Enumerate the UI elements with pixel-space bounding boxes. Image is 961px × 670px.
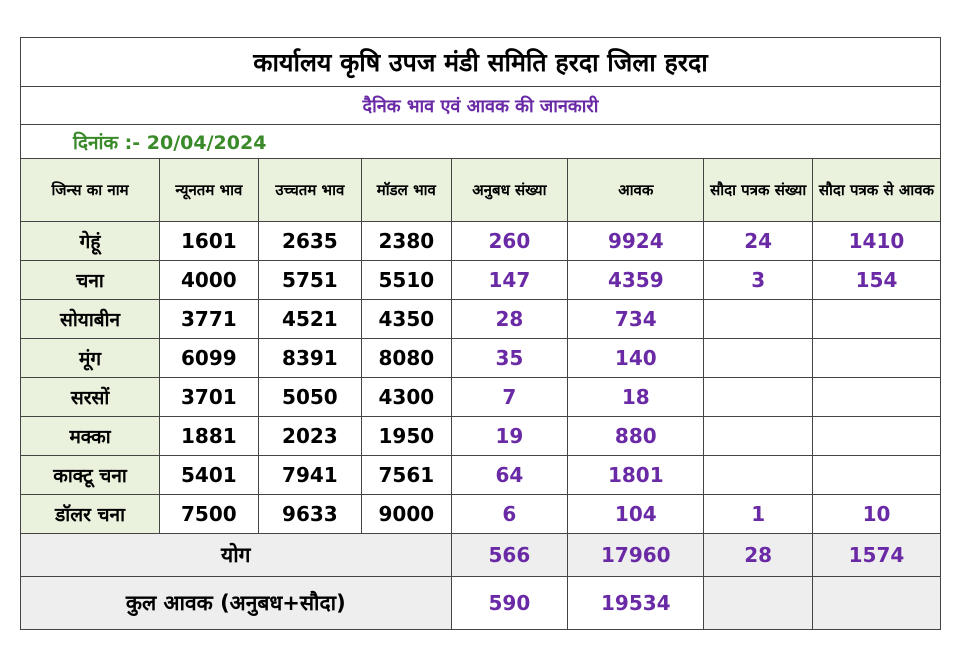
model-price: 4300 bbox=[362, 378, 451, 417]
total-contract-count: 566 bbox=[451, 534, 568, 577]
arrival: 734 bbox=[568, 300, 704, 339]
deal-count bbox=[704, 339, 813, 378]
model-price: 2380 bbox=[362, 222, 451, 261]
model-price: 5510 bbox=[362, 261, 451, 300]
arrival: 1801 bbox=[568, 456, 704, 495]
grand-total-contract-count: 590 bbox=[451, 577, 568, 630]
contract-count: 260 bbox=[451, 222, 568, 261]
arrival: 9924 bbox=[568, 222, 704, 261]
contract-count: 28 bbox=[451, 300, 568, 339]
grand-total-row bbox=[21, 577, 941, 630]
max-price: 5050 bbox=[258, 378, 362, 417]
contract-count: 147 bbox=[451, 261, 568, 300]
table-row bbox=[21, 378, 941, 417]
deal-count bbox=[704, 300, 813, 339]
max-price: 2023 bbox=[258, 417, 362, 456]
max-price: 9633 bbox=[258, 495, 362, 534]
col-header-min-price: न्यूनतम भाव bbox=[160, 159, 258, 222]
commodity-name: चना bbox=[21, 261, 160, 300]
table-row bbox=[21, 261, 941, 300]
table-row bbox=[21, 456, 941, 495]
arrival: 18 bbox=[568, 378, 704, 417]
contract-count: 35 bbox=[451, 339, 568, 378]
table-row bbox=[21, 222, 941, 261]
deal-arrival bbox=[812, 300, 940, 339]
commodity-name: गेहूं bbox=[21, 222, 160, 261]
arrival: 4359 bbox=[568, 261, 704, 300]
commodity-name: डॉलर चना bbox=[21, 495, 160, 534]
min-price: 6099 bbox=[160, 339, 258, 378]
total-deal-arrival: 1574 bbox=[812, 534, 940, 577]
report-table bbox=[20, 37, 941, 630]
arrival: 880 bbox=[568, 417, 704, 456]
min-price: 3771 bbox=[160, 300, 258, 339]
report-title: कार्यालय कृषि उपज मंडी समिति हरदा जिला हरदा bbox=[21, 38, 941, 87]
model-price: 4350 bbox=[362, 300, 451, 339]
max-price: 8391 bbox=[258, 339, 362, 378]
commodity-name: मक्का bbox=[21, 417, 160, 456]
deal-arrival bbox=[812, 417, 940, 456]
contract-count: 19 bbox=[451, 417, 568, 456]
contract-count: 64 bbox=[451, 456, 568, 495]
grand-total-arrival: 19534 bbox=[568, 577, 704, 630]
deal-count bbox=[704, 417, 813, 456]
grand-total-empty-cell bbox=[704, 577, 813, 630]
grand-total-empty-cell bbox=[812, 577, 940, 630]
col-header-model-price: मॉडल भाव bbox=[362, 159, 451, 222]
table-header bbox=[21, 159, 941, 222]
model-price: 7561 bbox=[362, 456, 451, 495]
col-header-arrival: आवक bbox=[568, 159, 704, 222]
min-price: 7500 bbox=[160, 495, 258, 534]
report-subtitle: दैनिक भाव एवं आवक की जानकारी bbox=[21, 87, 941, 125]
min-price: 5401 bbox=[160, 456, 258, 495]
deal-arrival: 1410 bbox=[812, 222, 940, 261]
grand-total-label: कुल आवक (अनुबध+सौदा) bbox=[21, 577, 452, 630]
col-header-max-price: उच्चतम भाव bbox=[258, 159, 362, 222]
contract-count: 6 bbox=[451, 495, 568, 534]
deal-count: 3 bbox=[704, 261, 813, 300]
max-price: 4521 bbox=[258, 300, 362, 339]
deal-count bbox=[704, 378, 813, 417]
table-row bbox=[21, 495, 941, 534]
arrival: 104 bbox=[568, 495, 704, 534]
table-row bbox=[21, 339, 941, 378]
deal-arrival bbox=[812, 378, 940, 417]
col-header-contract-count: अनुबध संख्या bbox=[451, 159, 568, 222]
total-deal-count: 28 bbox=[704, 534, 813, 577]
deal-arrival bbox=[812, 456, 940, 495]
model-price: 9000 bbox=[362, 495, 451, 534]
col-header-commodity: जिन्स का नाम bbox=[21, 159, 160, 222]
deal-arrival bbox=[812, 339, 940, 378]
model-price: 8080 bbox=[362, 339, 451, 378]
deal-count: 24 bbox=[704, 222, 813, 261]
max-price: 7941 bbox=[258, 456, 362, 495]
min-price: 3701 bbox=[160, 378, 258, 417]
table-row bbox=[21, 300, 941, 339]
max-price: 5751 bbox=[258, 261, 362, 300]
contract-count: 7 bbox=[451, 378, 568, 417]
min-price: 1881 bbox=[160, 417, 258, 456]
col-header-deal-count: सौदा पत्रक संख्या bbox=[704, 159, 813, 222]
report-date: दिनांक :- 20/04/2024 bbox=[21, 125, 941, 159]
model-price: 1950 bbox=[362, 417, 451, 456]
min-price: 1601 bbox=[160, 222, 258, 261]
deal-arrival: 154 bbox=[812, 261, 940, 300]
table-row bbox=[21, 417, 941, 456]
deal-count: 1 bbox=[704, 495, 813, 534]
total-arrival: 17960 bbox=[568, 534, 704, 577]
col-header-deal-arrival: सौदा पत्रक से आवक bbox=[812, 159, 940, 222]
price-report bbox=[20, 37, 941, 630]
commodity-name: काक्टू चना bbox=[21, 456, 160, 495]
min-price: 4000 bbox=[160, 261, 258, 300]
deal-arrival: 10 bbox=[812, 495, 940, 534]
commodity-name: मूंग bbox=[21, 339, 160, 378]
arrival: 140 bbox=[568, 339, 704, 378]
max-price: 2635 bbox=[258, 222, 362, 261]
commodity-name: सरसों bbox=[21, 378, 160, 417]
deal-count bbox=[704, 456, 813, 495]
commodity-name: सोयाबीन bbox=[21, 300, 160, 339]
total-row bbox=[21, 534, 941, 577]
total-label: योग bbox=[21, 534, 452, 577]
